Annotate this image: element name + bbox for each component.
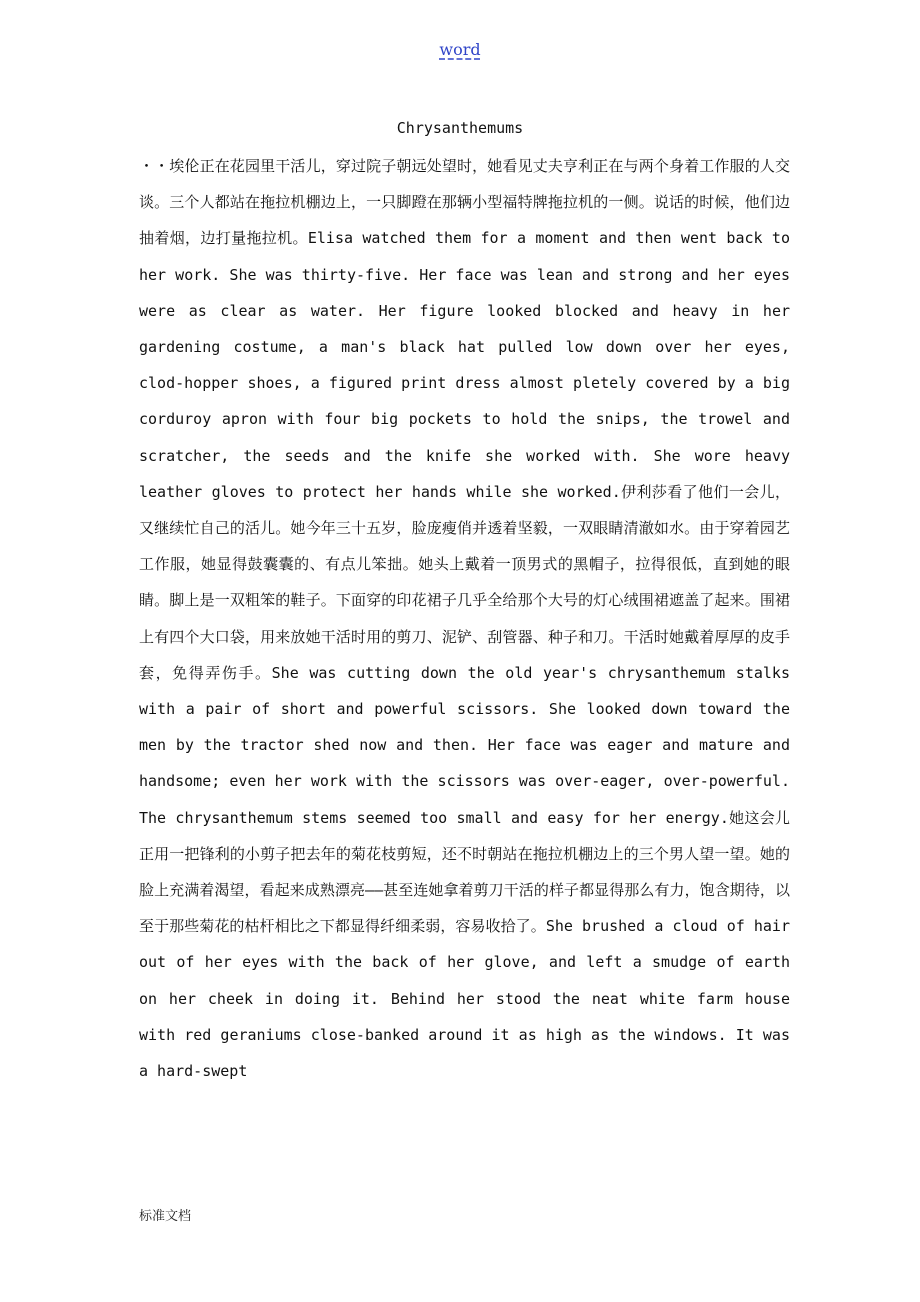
text-segment-english-3: She was cutting down the old year's chrysanthemum stalks with a pair of short and powerful scissors. She looked down toward the men by the tractor shed now and then. Her face was eager and mature and handsome; even her work with the scissors was over-eager, over-powerful. The chrysanthemum stems seemed too small and easy for her energy. [139, 663, 790, 827]
text-segment-chinese-intro: ・・埃伦正在花园里干活儿，穿过院子朝远处望时，她看见丈夫亨利正在与两个身着工作服的人交谈。三个人都站在拖拉机棚边上，一只脚蹬在那辆小型福特牌拖拉机的一侧。说话的时候，他们边抽着烟，边打量拖拉机。 [139, 157, 790, 248]
text-segment-english-1: Elisa watched them for a moment and then went back to her work. She was thirty-five. Her face was lean and strong and her eyes were as clear as water. Her figure looked blocked and heavy in her gardening costume, a man's black hat pulled low down over her eyes, clod-hopper shoes, a figured print dress almost pletely covered by a big corduroy apron with four big pockets to hold the snips, the trowel and scratcher, the seeds and the knife she worked with. She wore heavy leather gloves to protect her hands while she worked. [139, 229, 790, 501]
header-word-link[interactable]: word [439, 40, 481, 59]
footer-label: 标准文档 [139, 1209, 192, 1224]
text-segment-chinese-2: 伊利莎看了他们一会儿，又继续忙自己的活儿。她今年三十五岁，脸庞瘦俏并透着坚毅，一双眼睛清澈如水。由于穿着园艺工作服，她显得鼓囊囊的、有点儿笨拙。她头上戴着一顶男式的黑帽子，拉得很低，直到她的眼睛。脚上是一双粗笨的鞋子。下面穿的印花裙子几乎全给那个大号的灯心绒围裙遮盖了起来。围裙上有四个大口袋，用来放她干活时用的剪刀、泥铲、刮管器、种子和刀。干活时她戴着厚厚的皮手套，免得弄伤手。 [139, 482, 790, 682]
document-title: Chrysanthemums [396, 119, 524, 137]
text-segment-chinese-4: 她这会儿正用一把锋利的小剪子把去年的菊花枝剪短，还不时朝站在拖拉机棚边上的三个男人望一望。她的脸上充满着渴望，看起来成熟漂亮——甚至连她拿着剪刀干活的样子都显得那么有力，饱含期待，以至于那些菊花的枯杆相比之下都显得纤细柔弱，容易收拾了。 [139, 808, 790, 936]
text-segment-english-5: She brushed a cloud of hair out of her eyes with the back of her glove, and left a smudge of earth on her cheek in doing it. Behind her stood the neat white farm house with red geraniums close-banked around it as high as the windows. It was a hard-swept [139, 917, 790, 1081]
body-paragraph [139, 148, 790, 1089]
